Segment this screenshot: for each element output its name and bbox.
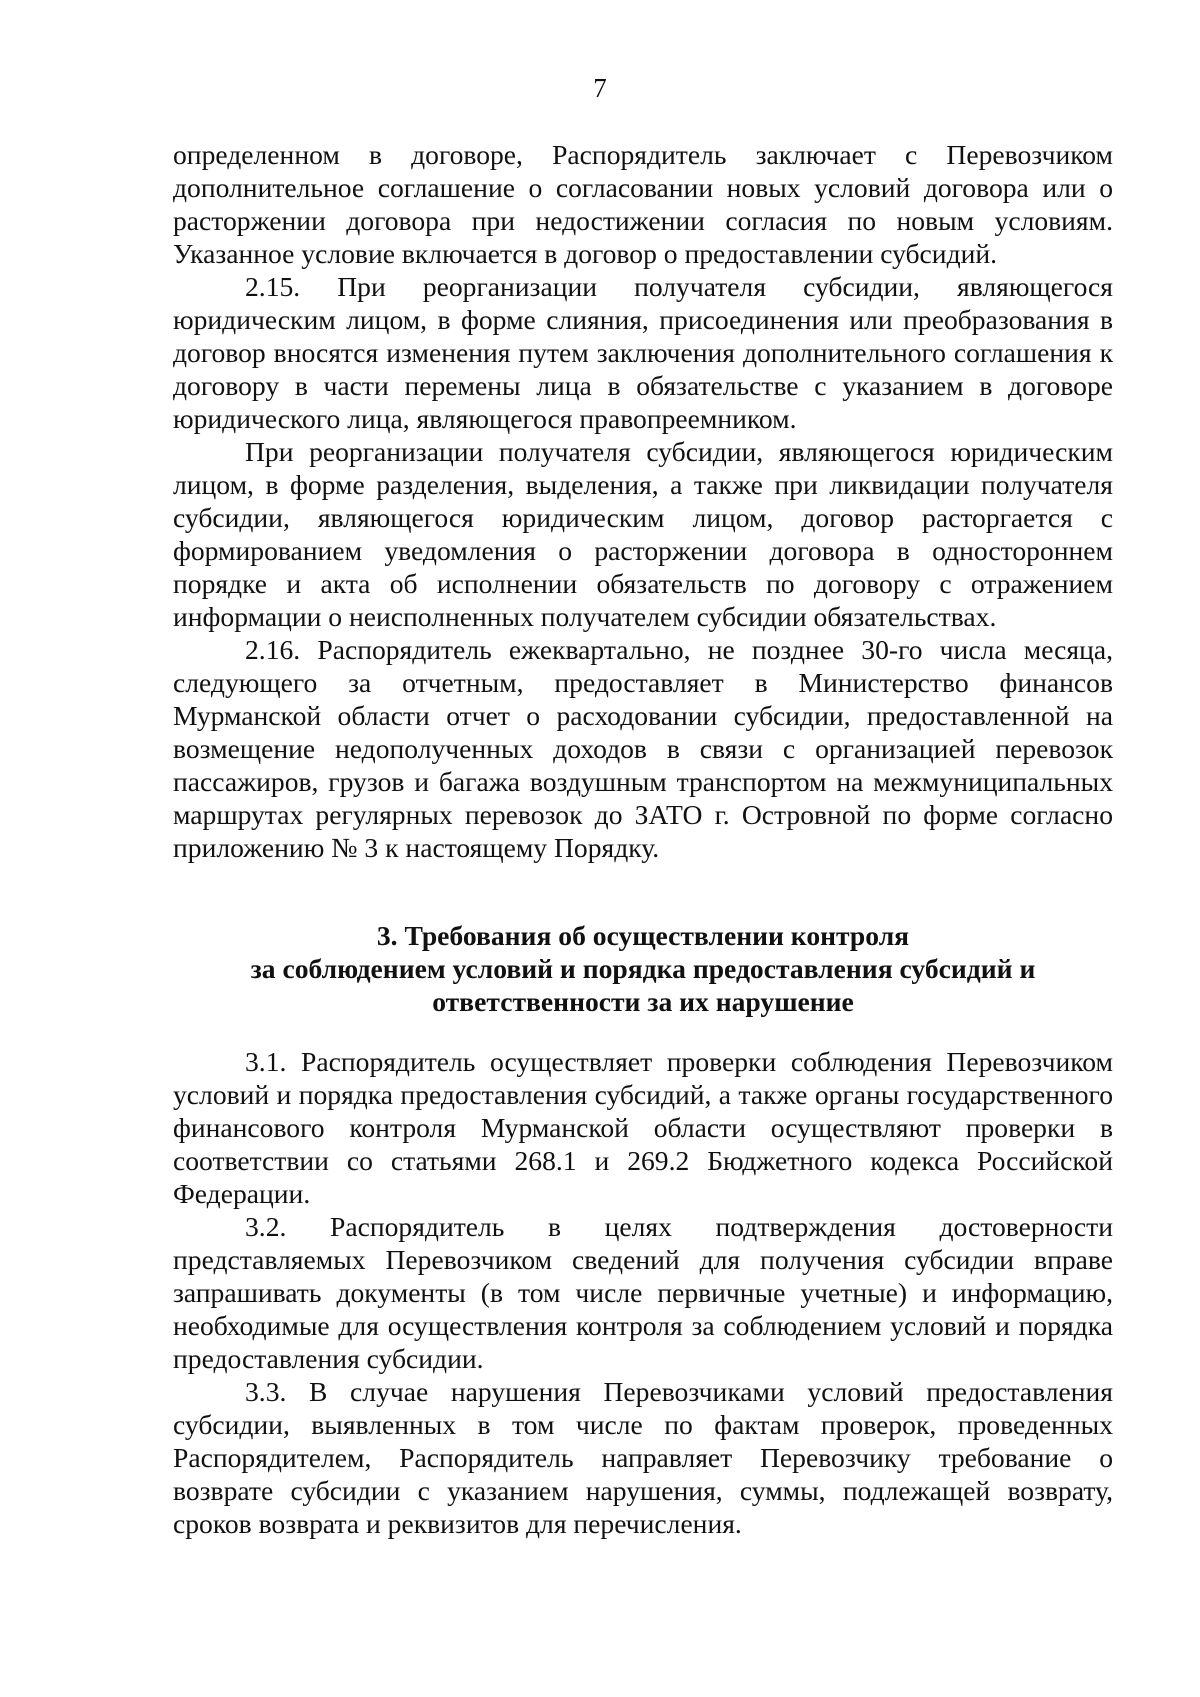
section-heading-line-2: за соблюдением условий и порядка предоставления субсидий и [250, 953, 1036, 984]
paragraph-3-2: 3.2. Распорядитель в целях подтверждения достоверности представляемых Перевозчиком сведений для получения субсидии вправе запрашивать документы (в том числе первичные учетные) и информацию, необходимые для осуществления контроля за соблюдением условий и порядка предоставления субсидии. [173, 1211, 1113, 1374]
paragraph-3-3: 3.3. В случае нарушения Перевозчиками условий предоставления субсидии, выявленных в том числе по фактам проверок, проведенных Распорядителем, Распорядитель направляет Перевозчику требование о возврате субсидии с указанием нарушения, суммы, подлежащей возврату, сроков возврата и реквизитов для перечисления. [173, 1376, 1113, 1539]
page-number: 7 [593, 73, 607, 103]
section-heading-line-3: ответственности за их нарушение [432, 986, 854, 1017]
section-3-heading [173, 919, 1113, 1018]
paragraph-2-15-second: При реорганизации получателя субсидии, являющегося юридическим лицом, в форме разделения, выделения, а также при ликвидации получателя субсидии, являющегося юридическим лицом, договор расторгается с формированием уведомления о расторжении договора в одностороннем порядке и акта об исполнении обязательств по договору с отражением информации о неисполненных получателем субсидии обязательствах. [173, 436, 1113, 632]
section-heading-line-1: 3. Требования об осуществлении контроля [376, 920, 910, 951]
paragraph-2-14-continued: определенном в договоре, Распорядитель заключает с Перевозчиком дополнительное соглашение о согласовании новых условий договора или о расторжении договора при недостижении согласия по новым условиям. Указанное условие включается в договор о предоставлении субсидий. [173, 139, 1113, 269]
paragraph-3-1: 3.1. Распорядитель осуществляет проверки соблюдения Перевозчиком условий и порядка предоставления субсидий, а также органы государственного финансового контроля Мурманской области осуществляют проверки в соответствии со статьями 268.1 и 269.2 Бюджетного кодекса Российской Федерации. [173, 1046, 1113, 1209]
paragraph-2-15: 2.15. При реорганизации получателя субсидии, являющегося юридическим лицом, в форме слияния, присоединения или преобразования в договор вносятся изменения путем заключения дополнительного соглашения к договору в части перемены лица в обязательстве с указанием в договоре юридического лица, являющегося правопреемником. [173, 271, 1113, 434]
document-body [173, 138, 1113, 1540]
paragraph-2-16: 2.16. Распорядитель ежеквартально, не позднее 30-го числа месяца, следующего за отчетным, предоставляет в Министерство финансов Мурманской области отчет о расходовании субсидии, предоставленной на возмещение недополученных доходов в связи с организацией перевозок пассажиров, грузов и багажа воздушным транспортом на межмуниципальных маршрутах регулярных перевозок до ЗАТО г. Островной по форме согласно приложению № 3 к настоящему Порядку. [173, 634, 1113, 863]
